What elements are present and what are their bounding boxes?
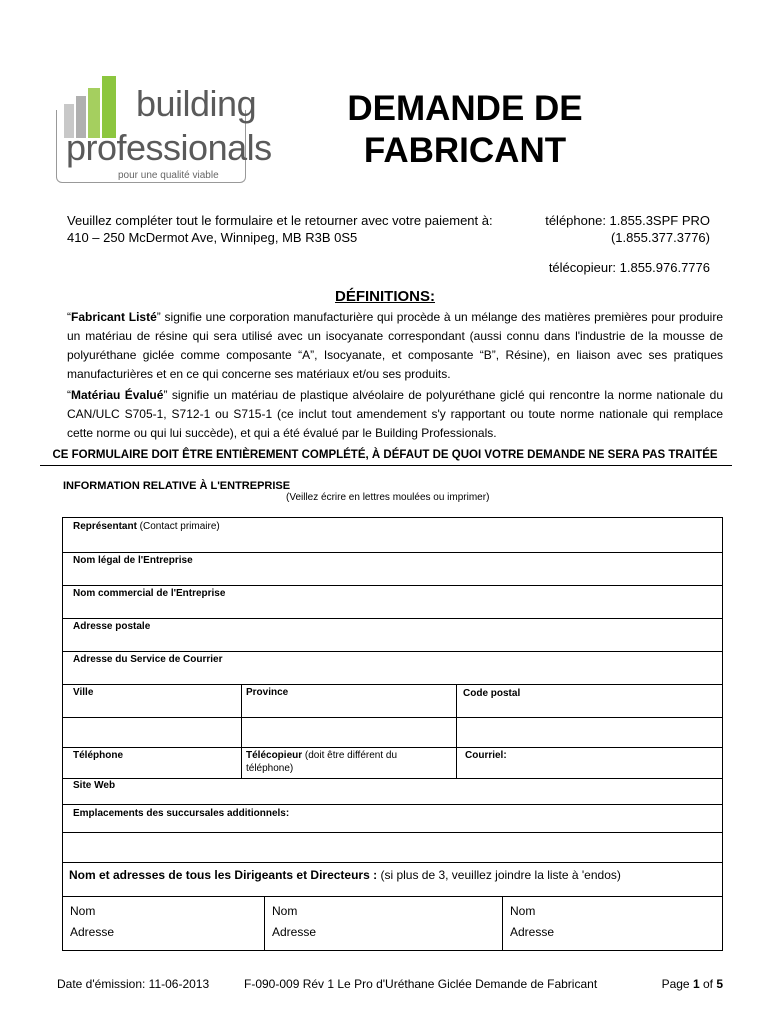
field-representative[interactable]: Représentant (Contact primaire) — [73, 521, 220, 532]
contact-phone-block — [530, 212, 710, 246]
definitions-heading: DÉFINITIONS: — [335, 288, 435, 305]
company-info-heading: INFORMATION RELATIVE À L'ENTREPRISE — [63, 480, 291, 492]
definition-evaluated-material: “Matériau Évalué” signifie un matériau de plastique alvéolaire de polyuréthane giclé qui rencontre la norme nationale du CAN/ULC S705-1, S712-1 ou S715-1 (ce inclut tout amendement s'y rapportant ou toute norme nationale qui remplace cette norme ou qui lui succède), et qui a été évalué par le Building Professionals. — [67, 388, 723, 440]
field-postal-address[interactable]: Adresse postale — [73, 621, 151, 632]
officer-1-name[interactable]: Nom — [70, 904, 96, 918]
title-line-1: DEMANDE DE — [347, 89, 583, 128]
company-logo — [52, 66, 272, 184]
company-info-subheading: (Veillez écrire en lettres moulées ou imprimer) — [286, 492, 490, 503]
logo-word-professionals: professionals — [66, 127, 272, 168]
field-website[interactable]: Site Web — [73, 780, 116, 791]
intro-text — [67, 212, 537, 246]
footer-form-code: F-090-009 Rév 1 Le Pro d'Uréthane Giclée Demande de Fabricant — [244, 977, 598, 991]
field-trade-name[interactable]: Nom commercial de l'Entreprise — [73, 588, 226, 599]
intro-address: 410 – 250 McDermot Ave, Winnipeg, MB R3B 0S5 — [67, 230, 358, 245]
field-province[interactable]: Province — [246, 687, 289, 698]
completion-notice: CE FORMULAIRE DOIT ÊTRE ENTIÈREMENT COMPLÉTÉ, À DÉFAUT DE QUOI VOTRE DEMANDE NE SERA PAS TRAITÉE — [52, 449, 718, 461]
field-legal-name[interactable]: Nom légal de l'Entreprise — [73, 555, 193, 566]
title-line-2: FABRICANT — [363, 131, 567, 170]
officer-3-address[interactable]: Adresse — [510, 925, 555, 939]
contact-fax: télécopieur: 1.855.976.7776 — [548, 260, 710, 275]
field-postal-code[interactable]: Code postal — [463, 688, 521, 699]
definition-text-2: ” signifie un matériau de plastique alvéolaire de polyuréthane giclé qui rencontre la norme nationale du CAN/ULC S705-1, S712-1 ou S715-1 (ce inclut tout amendement s'y rapportant ou toute norme nationale qui remplace cette norme ou qui lui succède), et qui a été évalué par le Building Professionals. — [67, 388, 723, 440]
definition-text-1: ” signifie une corporation manufacturière qui procède à un mélange des matières premières pour produire un matériau de résine qui sera utilisé avec un isocyanate correspondant (aussi connu dans l'industrie de la mousse de polyuréthane giclée comme composante “A”, Isocyanate, et composante “B”, Résine), en liaison avec ses pratiques manufacturières et en ce qui concerne ses matériaux et/ou ses produits. — [67, 310, 723, 381]
logo-tagline: pour une qualité viable — [118, 170, 219, 181]
footer-page-number: Page 1 of 5 — [661, 977, 723, 991]
logo-word-building: building — [136, 83, 257, 124]
definition-listed-manufacturer: “Fabricant Listé” signifie une corporation manufacturière qui procède à un mélange des matières premières pour produire un matériau de résine qui sera utilisé avec un isocyanate correspondant (aussi connu dans l'industrie de la mousse de polyuréthane giclée comme composante “A”, Isocyanate, et composante “B”, Résine), en liaison avec ses pratiques manufacturières et en ce qui concerne ses matériaux et/ou ses produits. — [67, 310, 723, 381]
field-courier-address[interactable]: Adresse du Service de Courrier — [73, 654, 223, 665]
footer-issue-date: Date d'émission: 11-06-2013 — [57, 977, 210, 991]
officer-2-name[interactable]: Nom — [272, 904, 298, 918]
contact-phone-numeric: (1.855.377.3776) — [610, 230, 710, 245]
field-telephone[interactable]: Téléphone — [73, 750, 124, 761]
officer-2-address[interactable]: Adresse — [272, 925, 317, 939]
field-email[interactable]: Courriel: — [465, 750, 507, 761]
definition-term-2: Matériau Évalué — [71, 388, 164, 402]
notice-divider — [40, 465, 732, 466]
officers-heading: Nom et adresses de tous les Dirigeants et Directeurs : (si plus de 3, veuillez joindre la liste à 'endos) — [69, 868, 621, 882]
field-branches[interactable]: Emplacements des succursales additionnels: — [73, 808, 290, 819]
definition-term-1: Fabricant Listé — [71, 310, 157, 324]
company-info-form — [62, 517, 723, 951]
officer-3-name[interactable]: Nom — [510, 904, 536, 918]
intro-line-1: Veuillez compléter tout le formulaire et le retourner avec votre paiement à: — [67, 213, 493, 228]
page-title — [300, 88, 630, 172]
officer-1-address[interactable]: Adresse — [70, 925, 115, 939]
field-fax[interactable]: Télécopieur (doit être différent du téléphone) — [246, 750, 398, 774]
contact-phone: téléphone: 1.855.3SPF PRO — [545, 213, 710, 228]
field-city[interactable]: Ville — [73, 687, 94, 698]
